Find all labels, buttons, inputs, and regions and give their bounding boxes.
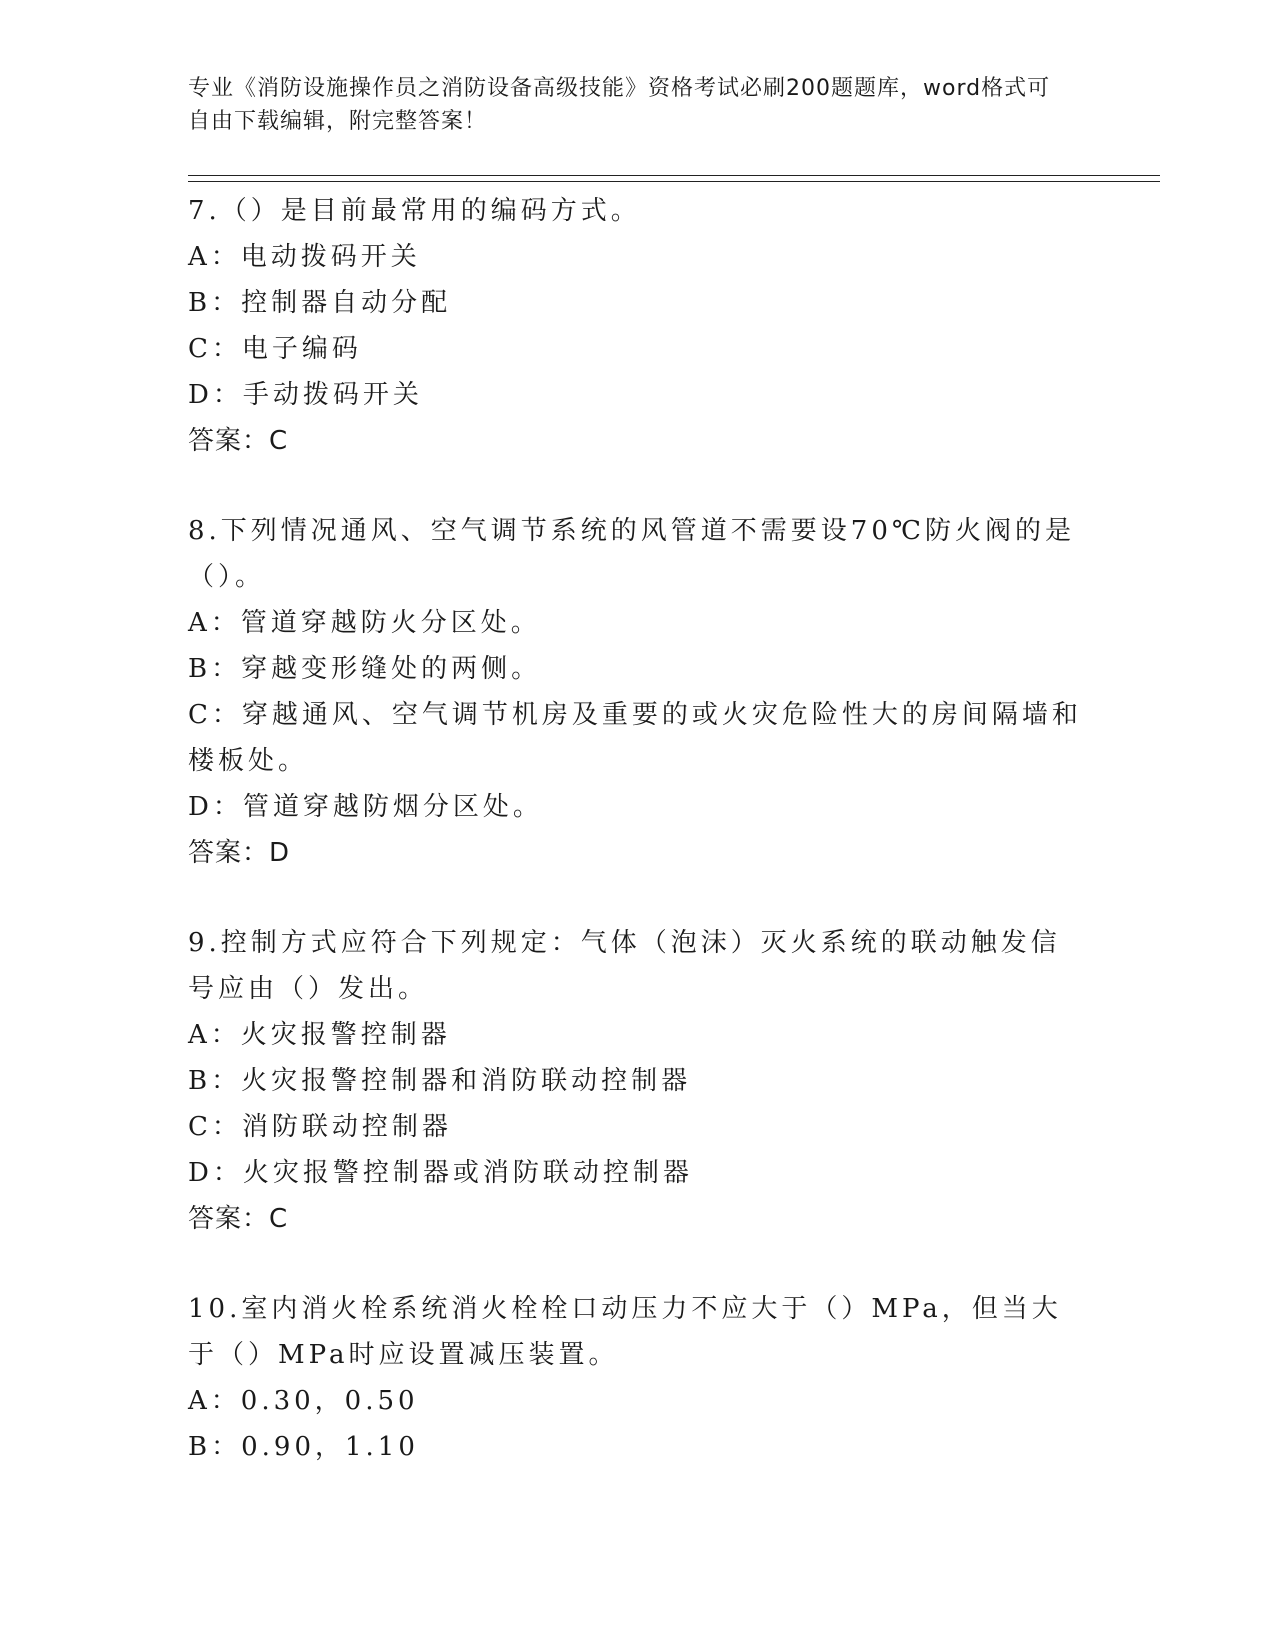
option-b: B：火灾报警控制器和消防联动控制器: [188, 1066, 692, 1096]
question-stem: 8.下列情况通风、空气调节系统的风管道不需要设70℃防火阀的是（）。: [188, 516, 1075, 592]
option-b: B：控制器自动分配: [188, 288, 452, 318]
option-d: D：火灾报警控制器或消防联动控制器: [188, 1158, 693, 1188]
option-a: A：管道穿越防火分区处。: [188, 608, 541, 638]
option-b: B：0.90，1.10: [188, 1432, 419, 1462]
option-a: A：火灾报警控制器: [188, 1020, 451, 1050]
option-b: B：穿越变形缝处的两侧。: [188, 654, 542, 684]
question-stem: 10.室内消火栓系统消火栓栓口动压力不应大于（）MPa，但当大于（）MPa时应设置减压装置。: [188, 1294, 1062, 1370]
question-10: [188, 1286, 1088, 1470]
option-a: A：电动拨码开关: [188, 242, 421, 272]
question-stem: 9.控制方式应符合下列规定：气体（泡沫）灭火系统的联动触发信号应由（）发出。: [188, 928, 1061, 1004]
question-8: [188, 508, 1088, 876]
option-d: D：管道穿越防烟分区处。: [188, 792, 543, 822]
header-divider-bottom: [188, 181, 1160, 182]
document-header: [188, 72, 1068, 138]
header-text: 专业《消防设施操作员之消防设备高级技能》资格考试必刷200题题库，word格式可自由下载编辑，附完整答案！: [188, 76, 1051, 134]
answer-label: 答案：C: [188, 426, 289, 456]
option-d: D：手动拨码开关: [188, 380, 423, 410]
answer-label: 答案：D: [188, 838, 291, 868]
option-c: C：穿越通风、空气调节机房及重要的或火灾危险性大的房间隔墙和楼板处。: [188, 700, 1082, 776]
question-9: [188, 920, 1088, 1242]
question-list: [188, 188, 1088, 1514]
header-divider-top: [188, 175, 1160, 176]
question-7: [188, 188, 1088, 464]
question-stem: 7.（）是目前最常用的编码方式。: [188, 196, 641, 226]
option-c: C：消防联动控制器: [188, 1112, 452, 1142]
option-c: C：电子编码: [188, 334, 362, 364]
option-a: A：0.30，0.50: [188, 1386, 419, 1416]
answer-label: 答案：C: [188, 1204, 289, 1234]
